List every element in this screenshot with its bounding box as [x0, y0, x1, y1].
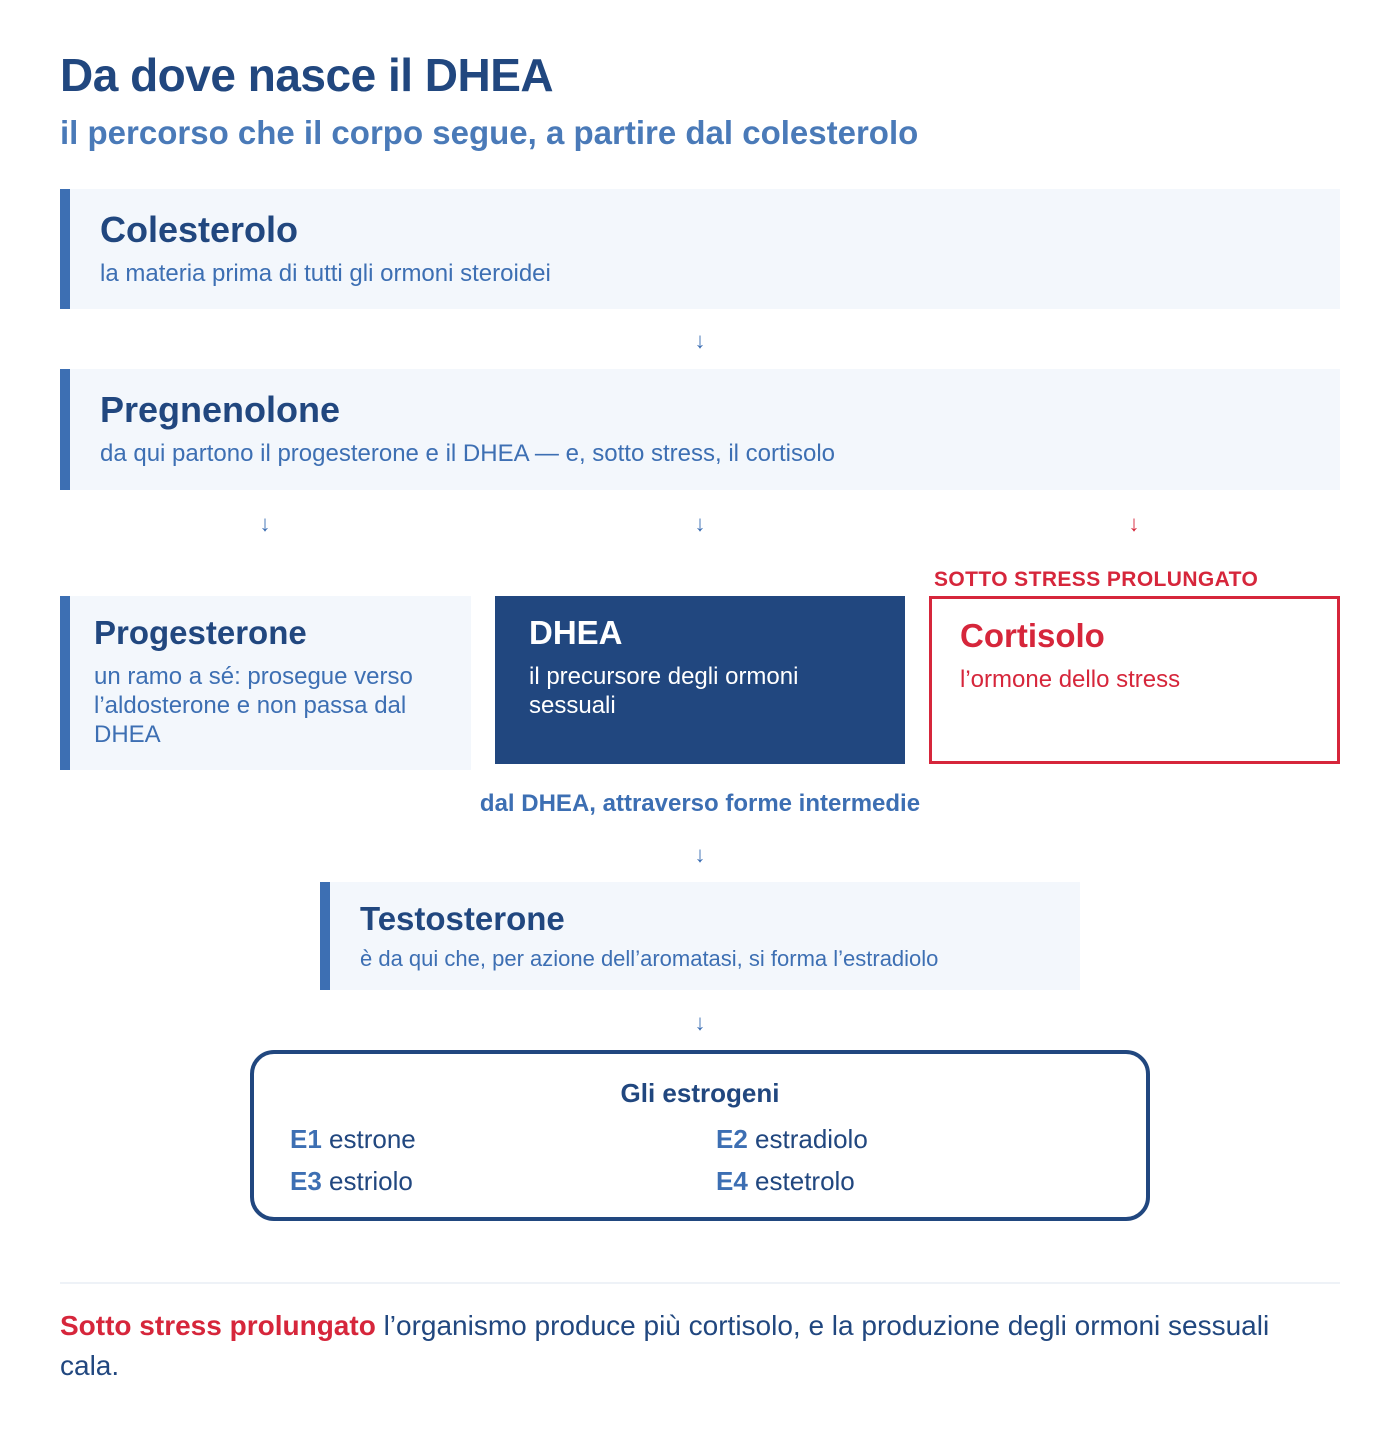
page-subtitle: il percorso che il corpo segue, a partire dal colesterolo [60, 114, 919, 151]
arrow-down-icon: ↓ [1128, 511, 1140, 536]
divider [60, 1282, 1340, 1284]
estrogen-name: estradiolo [755, 1124, 868, 1154]
estrogen-code: E1 [290, 1124, 322, 1154]
arrow-down-icon: ↓ [259, 511, 271, 536]
node-progesterone-title: Progesterone [94, 614, 307, 651]
arrow-down-icon: ↓ [694, 842, 706, 867]
node-pregnenolone-desc: da qui partono il progesterone e il DHEA — e, sotto stress, il cortisolo [100, 440, 836, 467]
node-cortisolo-desc: l’ormone dello stress [960, 666, 1181, 693]
footer-text: l’organismo produce più cortisolo, e la produzione degli ormoni sessuali cala. [60, 1310, 1270, 1381]
intermediate-label: dal DHEA, attraverso forme intermedie [479, 790, 921, 817]
node-progesterone-desc: un ramo a sé: prosegue verso l’aldosterone e non passa dal DHEA [94, 663, 413, 748]
estrogens-title: Gli estrogeni [620, 1078, 780, 1108]
footer-note [60, 1306, 1330, 1386]
node-cortisolo [929, 596, 1340, 764]
estrogen-code: E2 [716, 1124, 748, 1154]
estrogen-code: E4 [716, 1166, 748, 1196]
node-dhea-title: DHEA [529, 614, 623, 651]
estrogen-item [716, 1166, 855, 1197]
estrogen-name: estrone [329, 1124, 416, 1154]
estrogen-item [716, 1124, 868, 1155]
node-colesterolo-title: Colesterolo [100, 209, 299, 250]
stress-tag: SOTTO STRESS PROLUNGATO [934, 568, 1259, 591]
footer-highlight: Sotto stress prolungato [60, 1310, 376, 1341]
node-dhea [495, 596, 905, 764]
arrow-down-icon: ↓ [694, 1010, 706, 1035]
estrogens-box [250, 1050, 1150, 1221]
estrogen-name: estetrolo [755, 1166, 855, 1196]
page-title: Da dove nasce il DHEA [60, 49, 554, 101]
node-testosterone-title: Testosterone [360, 900, 565, 937]
node-pregnenolone-title: Pregnenolone [100, 389, 341, 430]
estrogen-code: E3 [290, 1166, 322, 1196]
node-testosterone-desc: è da qui che, per azione dell’aromatasi, si forma l’estradiolo [360, 946, 939, 971]
estrogen-item [290, 1124, 416, 1155]
node-progesterone [60, 596, 471, 770]
node-cortisolo-title: Cortisolo [960, 617, 1105, 654]
node-pregnenolone [60, 369, 1340, 490]
arrow-down-icon: ↓ [694, 511, 706, 536]
node-testosterone [320, 882, 1080, 990]
node-colesterolo-desc: la materia prima di tutti gli ormoni steroidei [100, 260, 551, 287]
estrogen-name: estriolo [329, 1166, 413, 1196]
node-dhea-desc: il precursore degli ormoni sessuali [529, 663, 799, 719]
arrow-down-icon: ↓ [694, 328, 706, 353]
estrogen-item [290, 1166, 413, 1197]
node-colesterolo [60, 189, 1340, 309]
